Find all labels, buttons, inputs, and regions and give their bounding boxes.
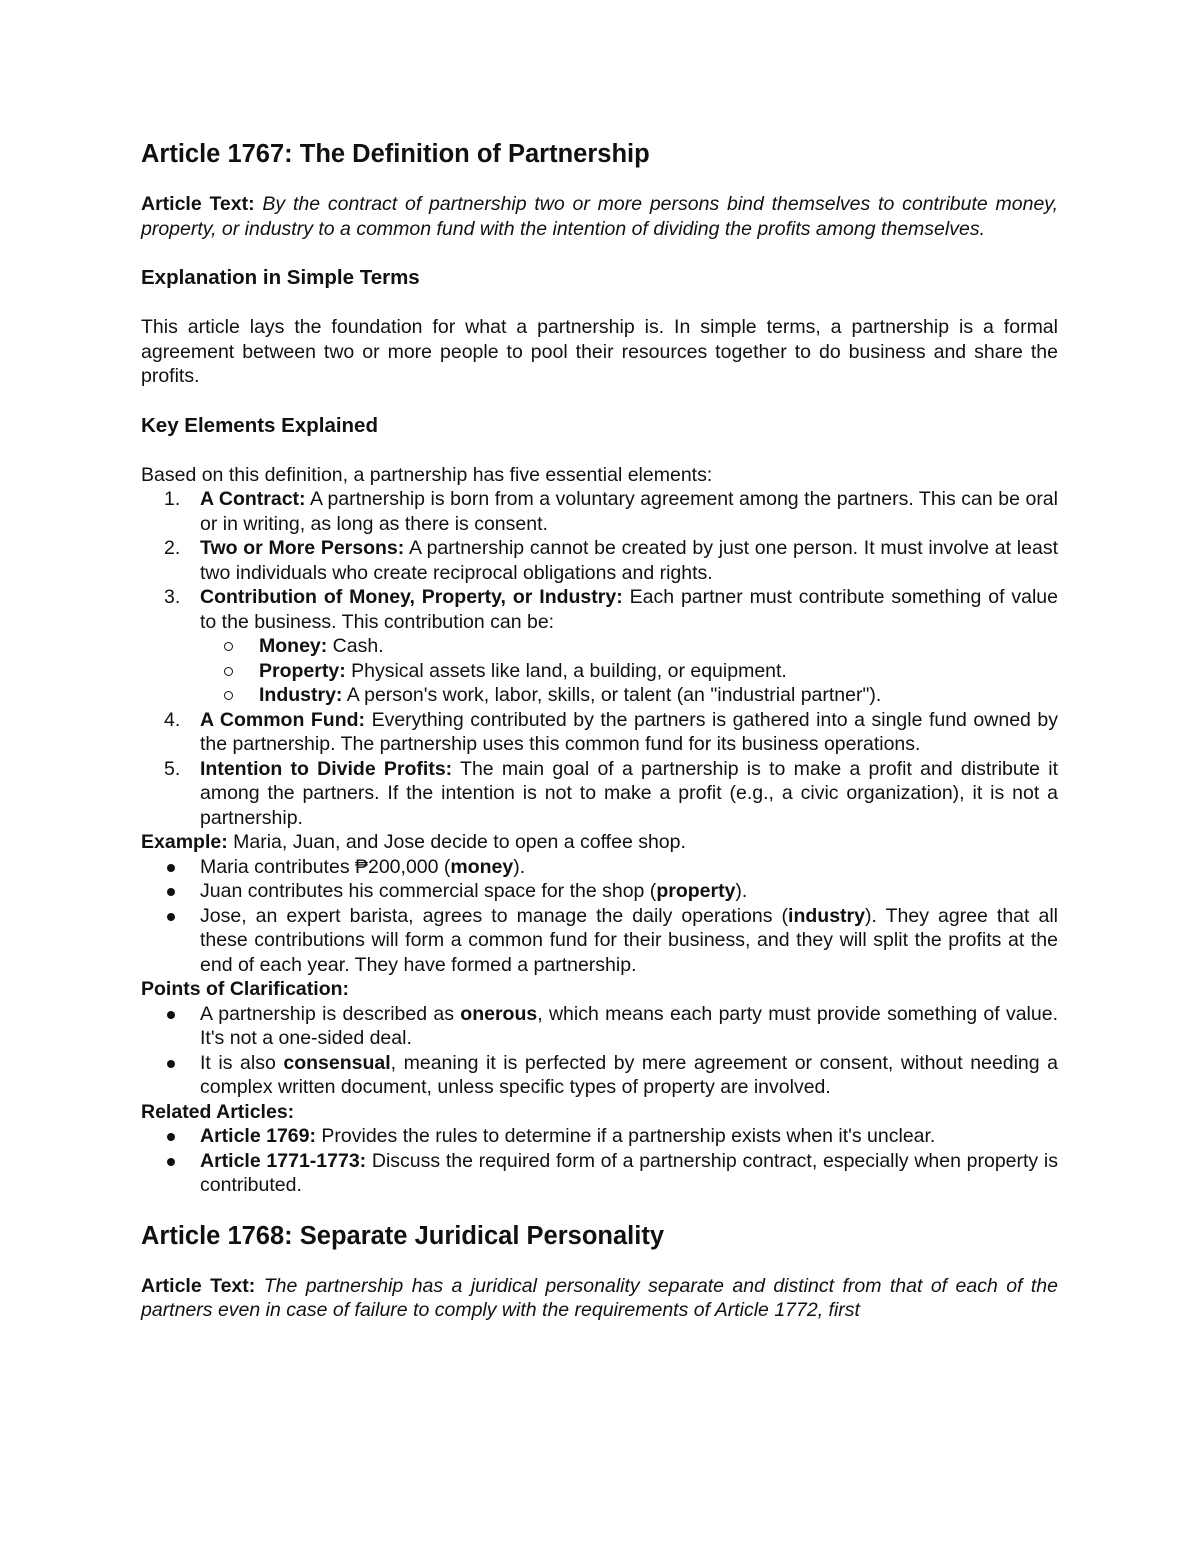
article-text-label: Article Text:: [141, 1274, 256, 1297]
hollow-bullet-icon: [224, 642, 233, 651]
item-text: A person's work, labor, skills, or talent (an "industrial partner").: [346, 684, 882, 706]
hollow-bullet-icon: [224, 667, 233, 676]
list-number: 4.: [164, 708, 181, 731]
item-text: The main goal of a partnership is to make a profit and distribute it among the partners. If the intention is not to make a profit (e.g., a civic organization), it is not a partnership.: [200, 757, 1058, 829]
list-number: 3.: [164, 586, 181, 608]
hollow-bullet-icon: [224, 691, 233, 700]
list-item: [141, 757, 1058, 831]
list-item: [141, 585, 1058, 708]
item-label: A Common Fund:: [200, 708, 366, 731]
document-page: [141, 138, 1058, 1323]
bullet-icon: [167, 888, 175, 896]
example-paragraph: [141, 830, 1058, 855]
example-list: [141, 855, 1058, 978]
list-item: [141, 1149, 1058, 1198]
item-text: Each partner must contribute something of value to the business. This contribution can be:: [200, 586, 1059, 633]
clarification-list: [141, 1002, 1058, 1100]
bullet-icon: [167, 913, 175, 921]
list-item: [141, 536, 1058, 585]
item-text: Everything contributed by the partners is gathered into a single fund owned by the partnership. The partnership uses this common fund for its business operations.: [200, 708, 1059, 755]
item-label: Property:: [259, 659, 346, 682]
list-item: A partnership is described as onerous, which means each party must provide something of value. It's not a one-sided deal.: [141, 1002, 1058, 1051]
key-elements-intro: Based on this definition, a partnership has five essential elements:: [141, 463, 713, 486]
article-text-body: The partnership has a juridical personality separate and distinct from that of each of the partners even in case of failure to comply with the requirements of Article 1772, first: [141, 1274, 1058, 1321]
list-item: [200, 683, 1058, 708]
contribution-types-list: [200, 634, 1058, 708]
article-1767-title: Article 1767: The Definition of Partnership: [141, 140, 650, 168]
item-text: Physical assets like land, a building, or equipment.: [351, 659, 787, 682]
list-item: Jose, an expert barista, agrees to manage the daily operations (industry). They agree that all these contributions will form a common fund for their business, and they will split the profits at the end of each year. They have formed a partnership.: [141, 904, 1058, 978]
list-number: 1.: [164, 488, 181, 510]
bullet-icon: [167, 1060, 175, 1068]
item-text: A partnership cannot be created by just one person. It must involve at least two individuals who create reciprocal obligations and rights.: [200, 537, 1058, 584]
article-1768-text: [141, 1274, 1058, 1323]
explanation-body: This article lays the foundation for what a partnership is. In simple terms, a partnership is a formal agreement between two or more people to pool their resources together to do business and share the profits.: [141, 316, 1058, 387]
list-item: [141, 487, 1058, 536]
list-item: It is also consensual, meaning it is perfected by mere agreement or consent, without needing a complex written document, unless specific types of property are involved.: [141, 1051, 1058, 1100]
list-item: Juan contributes his commercial space for the shop (property).: [141, 879, 1058, 904]
item-label: Industry:: [259, 684, 343, 706]
item-text: A partnership is born from a voluntary agreement among the partners. This can be oral or in writing, as long as there is consent.: [200, 488, 1058, 535]
article-1767-text: [141, 192, 1058, 241]
list-item: [200, 634, 1058, 659]
key-elements-list: [141, 487, 1058, 830]
article-1768-title: Article 1768: Separate Juridical Personality: [141, 1221, 664, 1250]
key-elements-heading: Key Elements Explained: [141, 413, 378, 437]
item-label: Two or More Persons:: [200, 537, 405, 559]
list-number: 2.: [164, 537, 181, 559]
example-text: Maria, Juan, and Jose decide to open a coffee shop.: [233, 831, 686, 853]
bullet-icon: [167, 1011, 175, 1019]
item-text: Cash.: [332, 635, 384, 657]
related-articles-list: [141, 1124, 1058, 1198]
example-label: Example:: [141, 831, 228, 853]
clarification-label: Points of Clarification:: [141, 978, 350, 1000]
item-label: Article 1771-1773:: [200, 1149, 367, 1172]
bullet-icon: [167, 1158, 175, 1166]
item-label: A Contract:: [200, 488, 306, 510]
item-label: Intention to Divide Profits:: [200, 757, 453, 780]
bullet-icon: [167, 864, 175, 872]
bullet-icon: [167, 1133, 175, 1141]
item-text: Discuss the required form of a partnership contract, especially when property is contributed.: [200, 1149, 1058, 1196]
item-label: Money:: [259, 635, 328, 657]
item-label: Article 1769:: [200, 1125, 316, 1147]
explanation-heading: Explanation in Simple Terms: [141, 266, 420, 289]
list-item: [200, 659, 1058, 684]
list-number: 5.: [164, 757, 181, 780]
list-item: Maria contributes ₱200,000 (money).: [141, 855, 1058, 880]
related-articles-label: Related Articles:: [141, 1100, 295, 1123]
article-text-label: Article Text:: [141, 193, 255, 215]
item-label: Contribution of Money, Property, or Industry:: [200, 586, 623, 608]
article-text-body: By the contract of partnership two or more persons bind themselves to contribute money, property, or industry to a common fund with the intention of dividing the profits among themselves.: [141, 193, 1059, 240]
list-item: [141, 1124, 1058, 1149]
list-item: [141, 708, 1058, 757]
item-text: Provides the rules to determine if a partnership exists when it's unclear.: [321, 1125, 936, 1147]
